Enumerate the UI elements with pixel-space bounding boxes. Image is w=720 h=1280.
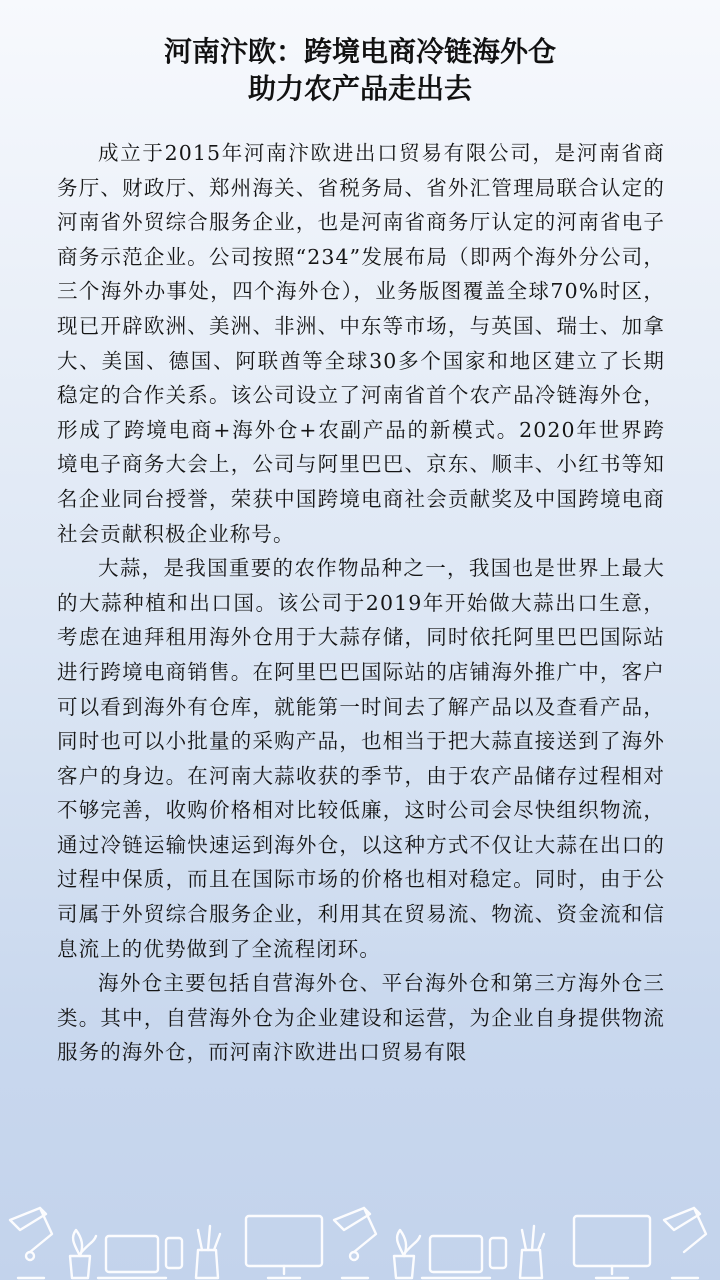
- footer-office-decoration: [0, 1190, 720, 1280]
- plant-icon: [70, 1230, 96, 1278]
- lamp-icon: [664, 1208, 706, 1278]
- laptop-icon: [98, 1236, 166, 1278]
- article-body: [57, 136, 665, 1070]
- paragraph-overseas-warehouse: 海外仓主要包括自营海外仓、平台海外仓和第三方海外仓三类。其中，自营海外仓为企业建设和运营，为企业自身提供物流服务的海外仓，而河南汴欧进出口贸易有限: [57, 971, 665, 1065]
- title-line-2: 助力农产品走出去: [247, 72, 472, 105]
- paragraph-company-intro: 成立于2015年河南汴欧进出口贸易有限公司，是河南省商务厅、财政厅、郑州海关、省税务局、省外汇管理局联合认定的河南省外贸综合服务企业，也是河南省商务厅认定的河南省电子商务示范企业。公司按照“234”发展布局（即两个海外分公司，三个海外办事处，四个海外仓），业务版图覆盖全球70%时区，现已开辟欧洲、美洲、非洲、中东等市场，与英国、瑞士、加拿大、美国、德国、阿联酋等全球30多个国家和地区建立了长期稳定的合作关系。该公司设立了河南省首个农产品冷链海外仓，形成了跨境电商+海外仓+农副产品的新模式。2020年世界跨境电子商务大会上，公司与阿里巴巴、京东、顺丰、小红书等知名企业同台授誉，荣获中国跨境电商社会贡献奖及中国跨境电商社会贡献积极企业称号。: [57, 141, 665, 546]
- monitor-icon: [246, 1216, 322, 1278]
- tablet-icon: [422, 1236, 490, 1278]
- paragraph-garlic-export: 大蒜，是我国重要的农作物品种之一，我国也是世界上最大的大蒜种植和出口国。该公司于2019年开始做大蒜出口生意，考虑在迪拜租用海外仓用于大蒜存储，同时依托阿里巴巴国际站进行跨境电商销售。在阿里巴巴国际站的店铺海外推广中，客户可以看到海外有仓库，就能第一时间去了解产品以及查看产品，同时也可以小批量的采购产品，也相当于把大蒜直接送到了海外客户的身边。在河南大蒜收获的季节，由于农产品储存过程相对不够完善，收购价格相对比较低廉，这时公司会尽快组织物流，通过冷链运输快速运到海外仓，以这种方式不仅让大蒜在出口的过程中保质，而且在国际市场的价格也相对稳定。同时，由于公司属于外贸综合服务企业，利用其在贸易流、物流、资金流和信息流上的优势做到了全流程闭环。: [57, 556, 665, 961]
- plant-icon: [394, 1230, 420, 1278]
- lamp-icon: [334, 1208, 376, 1278]
- phone-icon: [166, 1238, 182, 1268]
- pencil-cup-icon: [520, 1226, 544, 1278]
- title-line-1: 河南汴欧：跨境电商冷链海外仓: [163, 35, 556, 68]
- article-title: [0, 33, 720, 107]
- phone-icon: [490, 1238, 506, 1268]
- lamp-icon: [10, 1208, 52, 1278]
- pencil-cup-icon: [196, 1226, 220, 1278]
- monitor-icon: [574, 1216, 650, 1278]
